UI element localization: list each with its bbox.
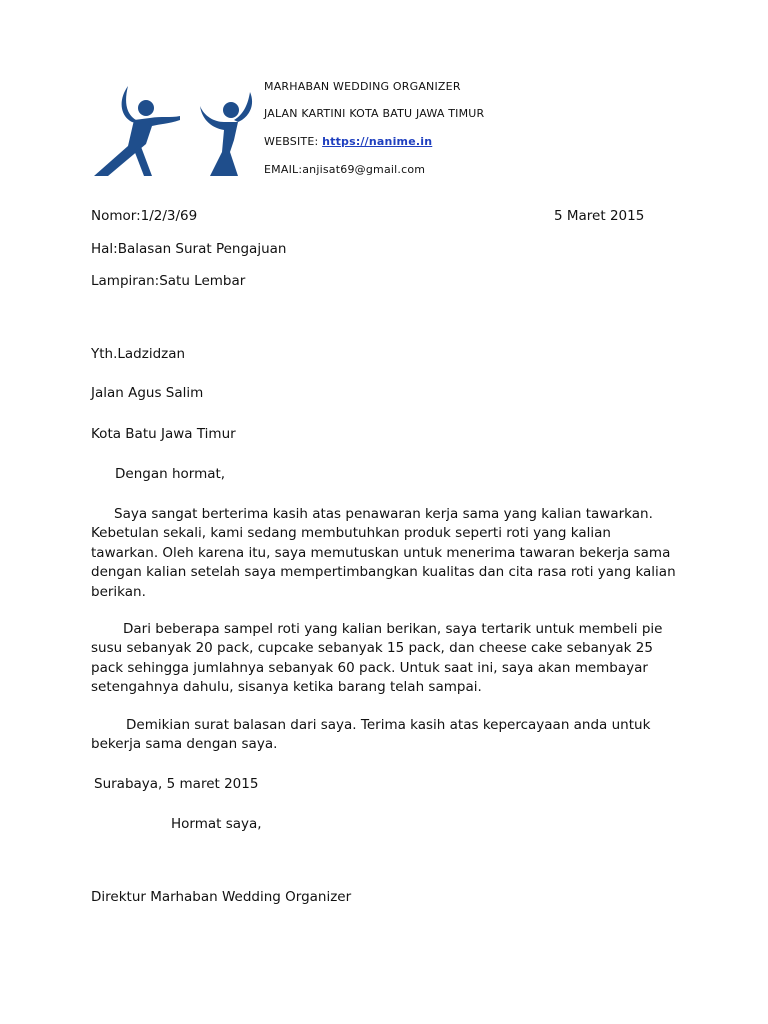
dancing-couple-logo-icon xyxy=(88,80,258,180)
website-link[interactable]: https://nanime.in xyxy=(322,135,433,148)
signatory: Direktur Marhaban Wedding Organizer xyxy=(91,889,352,905)
org-name: MARHABAN WEDDING ORGANIZER xyxy=(264,80,461,93)
body-paragraph-3: Demikian surat balasan dari saya. Terima kasih atas kepercayaan anda untuk bekerja sama dengan saya. xyxy=(91,717,651,753)
body-paragraph-2: Dari beberapa sampel roti yang kalian berikan, saya tertarik untuk membeli pie susu sebanyak 20 pack, cupcake sebanyak 15 pack, dan cheese cake sebanyak 25 pack sehingga jumlahnya sebanyak 60 pack. Untuk saat ini, saya akan membayar setengahnya dahulu, sisanya ketika barang telah sampai. xyxy=(91,621,663,696)
letter-number: Nomor:1/2/3/69 xyxy=(91,208,198,224)
org-website-line xyxy=(264,135,432,148)
regards: Hormat saya, xyxy=(171,816,262,832)
recipient-name: Yth.Ladzidzan xyxy=(91,346,186,362)
letter-date: 5 Maret 2015 xyxy=(554,208,645,224)
recipient-city: Kota Batu Jawa Timur xyxy=(91,426,236,442)
recipient-street: Jalan Agus Salim xyxy=(91,385,204,401)
letter-attachment: Lampiran:Satu Lembar xyxy=(91,273,246,289)
org-address: JALAN KARTINI KOTA BATU JAWA TIMUR xyxy=(264,107,485,120)
greeting: Dengan hormat, xyxy=(115,466,226,482)
body-paragraph-1: Saya sangat berterima kasih atas penawaran kerja sama yang kalian tawarkan. Kebetulan sekali, kami sedang membutuhkan produk seperti roti yang kalian tawarkan. Oleh karena itu, saya memutuskan untuk menerima tawaran bekerja sama dengan kalian setelah saya mempertimbangkan kualitas dan cita rasa roti yang kalian berikan. xyxy=(91,506,676,600)
place-date: Surabaya, 5 maret 2015 xyxy=(94,776,259,792)
org-email: EMAIL:anjisat69@gmail.com xyxy=(264,163,426,176)
letter-subject: Hal:Balasan Surat Pengajuan xyxy=(91,241,287,257)
website-label: WEBSITE: xyxy=(264,135,323,148)
